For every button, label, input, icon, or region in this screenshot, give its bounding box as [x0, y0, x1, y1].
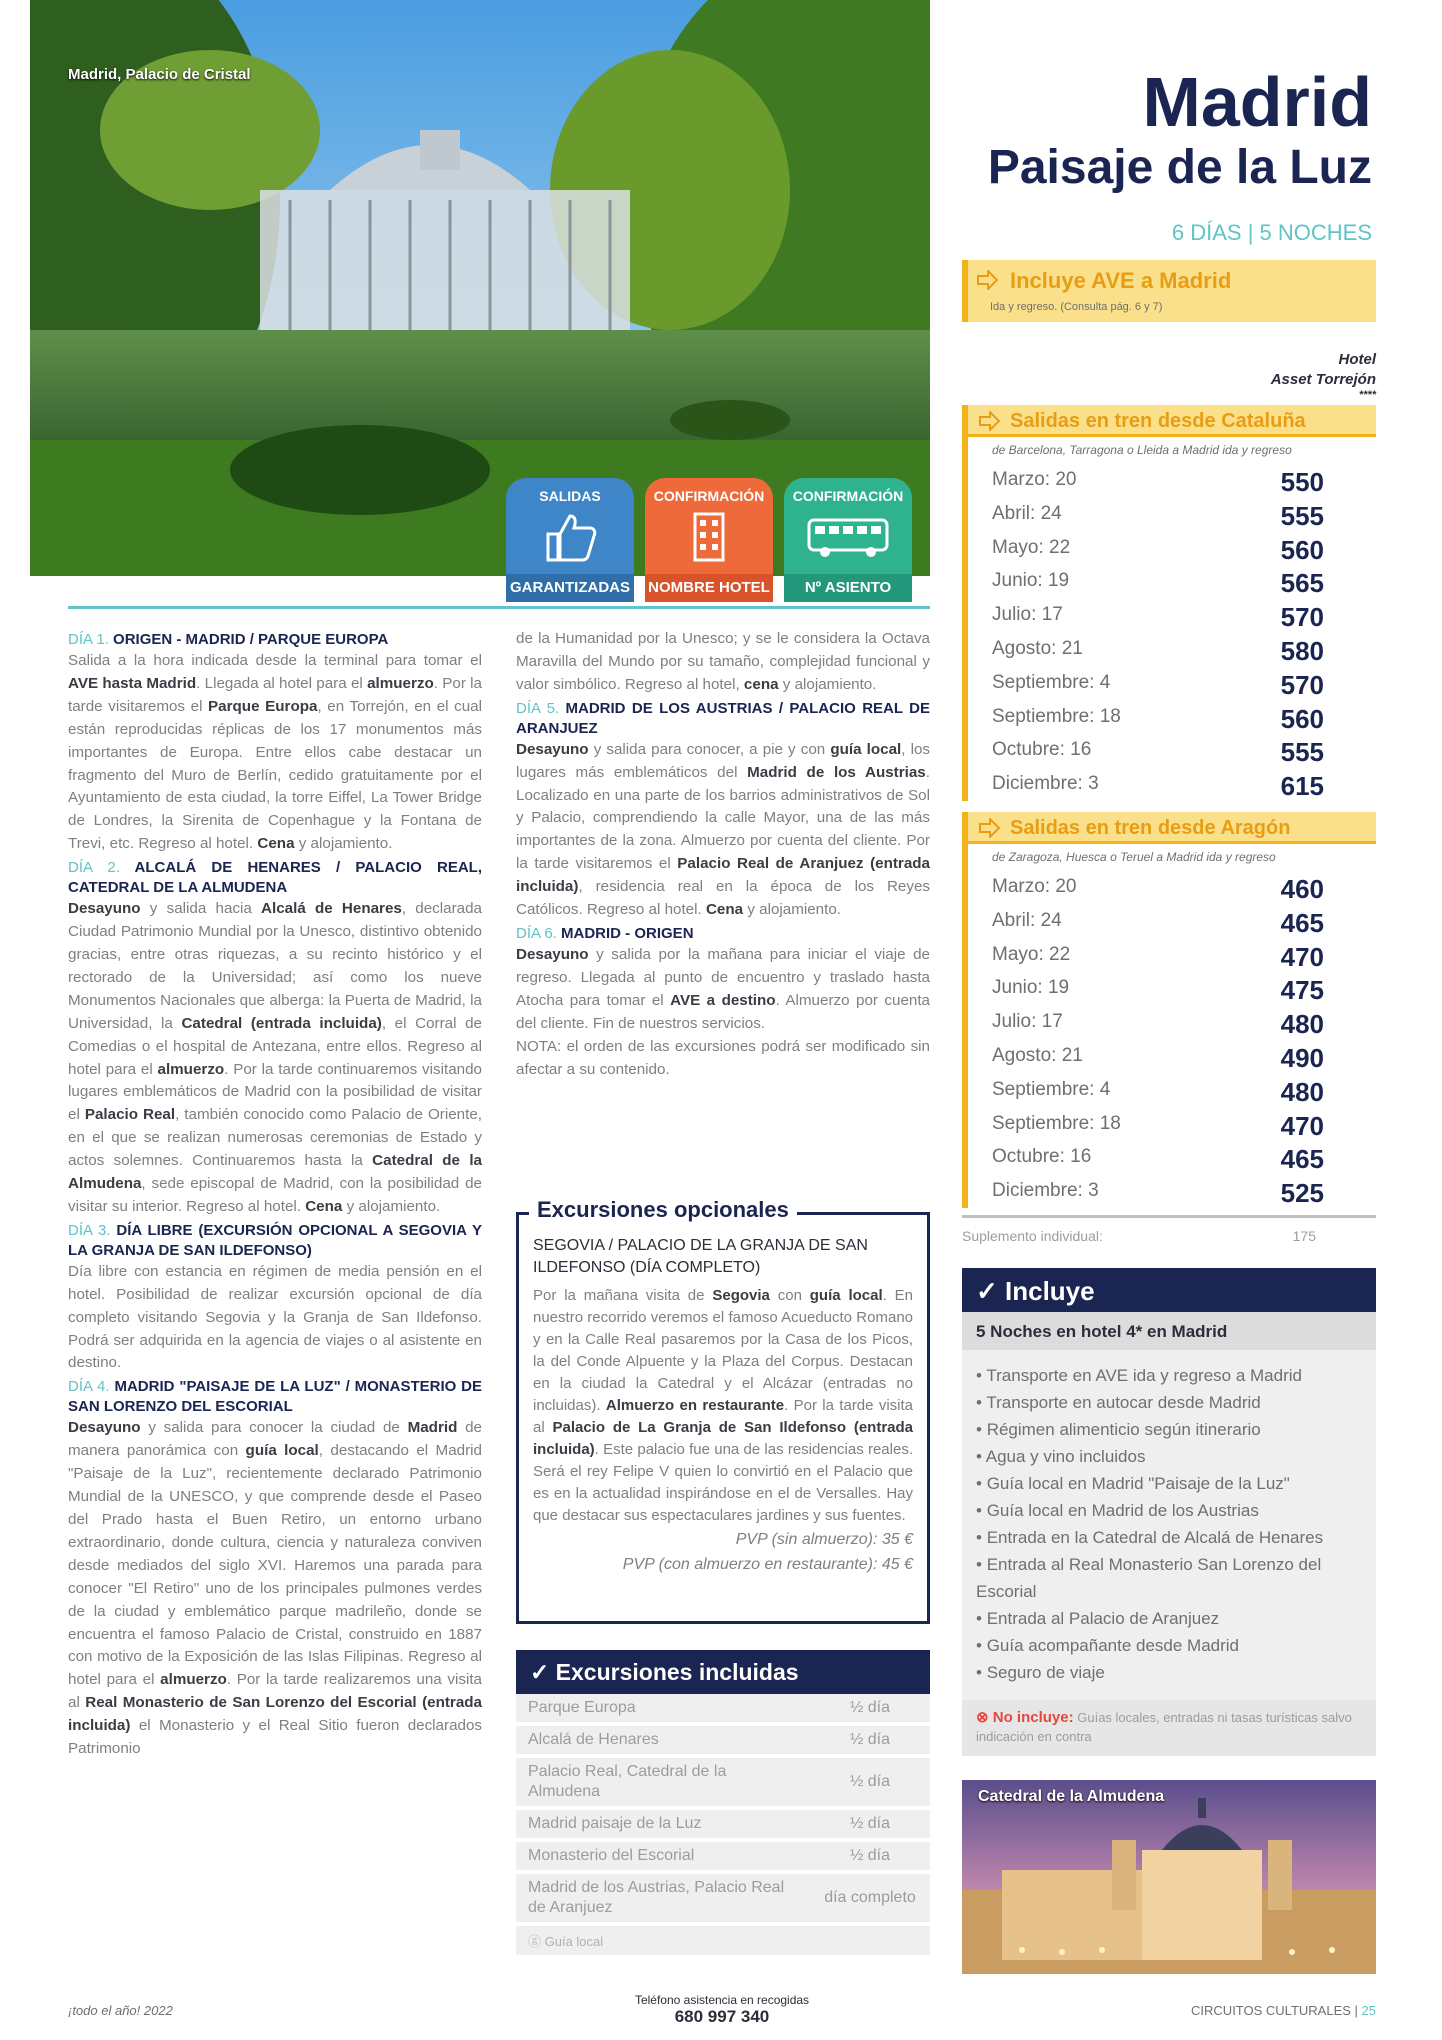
day-4-heading: DÍA 4. MADRID "PAISAJE DE LA LUZ" / MONASTERIO DE SAN LORENZO DEL ESCORIAL — [68, 1378, 482, 1416]
price-row — [968, 1005, 1376, 1039]
incluye-item: • Entrada en la Catedral de Alcalá de Henares — [976, 1524, 1362, 1551]
price: 525 — [1280, 1178, 1324, 1209]
price: 550 — [1280, 467, 1324, 497]
page-number: 25 — [1361, 2003, 1376, 2018]
excursiones-opcionales — [516, 1197, 930, 1624]
excursion-duration: día completo — [810, 1872, 930, 1924]
price-row — [968, 632, 1376, 666]
price: 570 — [1280, 669, 1324, 700]
arrow-icon — [978, 818, 1000, 838]
incluidas-footnote: ⓖ Guía local — [516, 1926, 930, 1955]
phone-label: Teléfono asistencia en recogidas — [634, 1993, 810, 2007]
building-icon — [679, 510, 739, 564]
day-5-heading: DÍA 5. MADRID DE LOS AUSTRIAS / PALACIO REAL DE ARANJUEZ — [516, 699, 930, 737]
footer-phone — [612, 1993, 832, 2027]
incluye-item: • Agua y vino incluidos — [976, 1443, 1362, 1470]
departure-date: Septiembre: 4 — [992, 671, 1111, 693]
opcionales-title: Excursiones opcionales — [529, 1197, 797, 1223]
page-title: Madrid — [1142, 63, 1372, 141]
itinerary-col-1 — [68, 628, 482, 1761]
departure-date: Agosto: 21 — [992, 1044, 1083, 1066]
hero-caption: Madrid, Palacio de Cristal — [68, 66, 251, 83]
price-row — [968, 564, 1376, 598]
price: 555 — [1280, 500, 1324, 531]
price: 465 — [1280, 1144, 1324, 1175]
price-row — [968, 1073, 1376, 1107]
departure-date: Octubre: 16 — [992, 1146, 1092, 1168]
excursion-duration: ½ día — [810, 1840, 930, 1872]
itinerary-col-2 — [516, 628, 930, 1081]
departure-date: Junio: 19 — [992, 570, 1070, 592]
ave-box — [962, 260, 1376, 322]
price-row — [968, 1140, 1376, 1174]
excursion-name: Parque Europa — [516, 1694, 810, 1724]
departure-date: Julio: 17 — [992, 1011, 1063, 1033]
divider — [68, 606, 930, 609]
suplemento — [962, 1215, 1376, 1244]
departure-date: Mayo: 22 — [992, 536, 1071, 558]
departure-date: Diciembre: 3 — [992, 1180, 1099, 1202]
ave-note: Ida y regreso. (Consulta pág. 6 y 7) — [990, 301, 1163, 313]
day-4-text-cont: de la Humanidad por la Unesco; y se le considera la Octava Maravilla del Mundo por su tamaño, complejidad funcional y valor simbólico. Regreso al hotel, cena y alojamiento. — [516, 630, 930, 693]
excursion-name: Alcalá de Henares — [516, 1724, 810, 1756]
price: 560 — [1280, 703, 1324, 734]
pvp-con: PVP (con almuerzo en restaurante): 45 € — [622, 1556, 913, 1573]
incluye-item: • Guía local en Madrid de los Austrias — [976, 1497, 1362, 1524]
price: 615 — [1280, 771, 1324, 802]
day-2-text: Desayuno y salida hacia Alcalá de Henares, declarada Ciudad Patrimonio Mundial por la Unesco, distintivo obtenido gracias, entre otras riquezas, a su recinto histórico y el rectorado de la Universidad; así como los nueve Monumentos Nacionales que alberga: la Puerta de Madrid, la Universidad, la Catedral (entrada incluida), el Corral de Comedias o el hospital de Antezana, entre ellos. Regreso al hotel para el almuerzo. Por la tarde continuaremos visitando lugares emblemáticos de Madrid con la posibilidad de visitar el Palacio Real, también conocido como Palacio de Oriente, en el que se realizan numerosas ceremonias de Estado y actos solemnes. Continuaremos hasta la Catedral de la Almudena, sede episcopal de Madrid, con la posibilidad de visitar su interior. Regreso al hotel. Cena y alojamiento. — [68, 900, 482, 1215]
section-sub: de Zaragoza, Huesca o Teruel a Madrid ida y regreso — [962, 844, 1376, 870]
price: 560 — [1280, 534, 1324, 565]
price-row — [968, 971, 1376, 1005]
price: 460 — [1280, 874, 1324, 904]
day-1-heading: DÍA 1. ORIGEN - MADRID / PARQUE EUROPA — [68, 631, 389, 648]
day-5-text: Desayuno y salida para conocer, a pie y con guía local, los lugares más emblemáticos del Madrid de los Austrias. Localizado en una parte de los barrios administrativos de Sol y Palacio, comprendiendo la calle Mayor, una de las más importantes de la zona. Almuerzo por cuenta del cliente. Por la tarde visitaremos el Palacio Real de Aranjuez (entrada incluida), residencia real en la época de los Reyes Católicos. Regreso al hotel. Cena y alojamiento. — [516, 740, 930, 919]
price-row — [968, 1174, 1376, 1208]
price: 480 — [1280, 1009, 1324, 1040]
incluye-title: ✓ Incluye — [962, 1268, 1376, 1312]
x-circle-icon: ⊗ — [976, 1709, 993, 1726]
departure-date: Mayo: 22 — [992, 943, 1071, 965]
section-title: Salidas en tren desde Cataluña — [1010, 410, 1306, 432]
footnote-text: Guía local — [544, 1934, 604, 1949]
excursion-name: Palacio Real, Catedral de la Almudena — [516, 1756, 810, 1808]
excursion-name: Madrid paisaje de la Luz — [516, 1808, 810, 1840]
suplemento-value: 175 — [1292, 1228, 1316, 1244]
departure-date: Septiembre: 18 — [992, 1112, 1121, 1134]
table-row — [516, 1872, 930, 1924]
badge-top: SALIDAS — [539, 488, 601, 504]
footer-brand: ¡todo el año! 2022 — [68, 2003, 173, 2018]
pvp-sin: PVP (sin almuerzo): 35 € — [735, 1531, 913, 1548]
departure-date: Diciembre: 3 — [992, 773, 1099, 795]
catedral-caption: Catedral de la Almudena — [978, 1788, 1165, 1805]
price: 555 — [1280, 737, 1324, 768]
price: 480 — [1280, 1076, 1324, 1107]
departure-date: Septiembre: 4 — [992, 1078, 1111, 1100]
opcionales-trip: SEGOVIA / PALACIO DE LA GRANJA DE SAN ILDEFONSO (DÍA COMPLETO) — [533, 1237, 868, 1276]
hotel-stars: **** — [1358, 389, 1376, 401]
price-row — [968, 733, 1376, 767]
table-row — [516, 1694, 930, 1724]
section-name: CIRCUITOS CULTURALES — [1191, 2003, 1351, 2018]
badge-top: CONFIRMACIÓN — [653, 488, 765, 504]
duration: 6 DÍAS | 5 NOCHES — [1171, 220, 1372, 245]
bus-icon — [803, 510, 893, 564]
departure-date: Octubre: 16 — [992, 739, 1092, 761]
ave-title: Incluye AVE a Madrid — [1010, 268, 1232, 293]
hotel-name — [1271, 350, 1376, 400]
suplemento-label: Suplemento individual: — [962, 1228, 1103, 1244]
departure-date: Junio: 19 — [992, 977, 1070, 999]
day-4-text: Desayuno y salida para conocer la ciudad de Madrid de manera panorámica con guía local, destacando el Madrid "Paisaje de la Luz", recientemente declarado Patrimonio Mundial de la UNESCO, y que comprende desde el Paseo del Prado hasta el Buen Retiro, un entorno urbano extraordinario, donde cultura, ciencia y naturaleza conviven desde mediados del siglo XVI. Haremos una parada para conocer "El Retiro" uno de los principales pulmones verdes de la ciudad y emblemático parque madrileño, donde se encuentra el famoso Palacio de Cristal, construido en 1887 con motivo de la Exposición de las Islas Filipinas. Regreso al hotel para el almuerzo. Por la tarde realizaremos una visita al Real Monasterio de San Lorenzo del Escorial (entrada incluida) el Monasterio y el Real Sitio fueron declarados Patrimonio — [68, 1419, 482, 1758]
incluye-item: • Guía acompañante desde Madrid — [976, 1632, 1362, 1659]
excursion-duration: ½ día — [810, 1694, 930, 1724]
excursion-name: Monasterio del Escorial — [516, 1840, 810, 1872]
badge-bottom: NOMBRE HOTEL — [645, 574, 773, 602]
hotel-title: Asset Torrejón — [1270, 371, 1376, 388]
departure-date: Julio: 17 — [992, 604, 1063, 626]
incluye-item: • Régimen alimenticio según itinerario — [976, 1416, 1362, 1443]
price-row — [968, 938, 1376, 972]
no-incluye-title: No incluye: — [992, 1709, 1074, 1726]
footer-section: CIRCUITOS CULTURALES | 25 — [1191, 2003, 1376, 2018]
badge-bottom: Nº ASIENTO — [784, 574, 912, 602]
page-subtitle: Paisaje de la Luz — [987, 141, 1372, 194]
excursion-name: Madrid de los Austrias, Palacio Real de Aranjuez — [516, 1872, 810, 1924]
incluye-item: • Transporte en autocar desde Madrid — [976, 1389, 1362, 1416]
badge-hotel — [645, 478, 773, 602]
incluye-item: • Entrada al Real Monasterio San Lorenzo del Escorial — [976, 1551, 1362, 1605]
hotel-label: Hotel — [1338, 351, 1376, 368]
price-row — [968, 497, 1376, 531]
price: 570 — [1280, 602, 1324, 633]
section-sub: de Barcelona, Tarragona o Lleida a Madrid ida y regreso — [962, 437, 1376, 463]
departure-date: Abril: 24 — [992, 909, 1062, 931]
incluye-item: • Guía local en Madrid "Paisaje de la Luz" — [976, 1470, 1362, 1497]
price-row — [968, 531, 1376, 565]
section-title: Salidas en tren desde Aragón — [1010, 817, 1291, 839]
table-row — [516, 1808, 930, 1840]
departure-date: Marzo: 20 — [992, 876, 1077, 897]
table-row — [516, 1756, 930, 1808]
price-row — [968, 1039, 1376, 1073]
price-row — [968, 1107, 1376, 1141]
price-row — [968, 870, 1376, 904]
price-row — [968, 700, 1376, 734]
nota: NOTA: el orden de las excursiones podrá ser modificado sin afectar a su contenido. — [516, 1037, 930, 1078]
price-row — [968, 463, 1376, 497]
phone-number: 680 997 340 — [674, 2007, 770, 2026]
incluye-list — [962, 1350, 1376, 1686]
prices-aragon — [962, 812, 1376, 1208]
day-1-text: Salida a la hora indicada desde la terminal para tomar el AVE hasta Madrid. Llegada al hotel para el almuerzo. Por la tarde visitaremos el Parque Europa, en Torrejón, en el cual están reproducidas réplicas de los 17 monumentos más importantes de Europa. Entre ellos cabe destacar un fragmento del Muro de Berlín, cedido gratuitamente por el Ayuntamiento de esta ciudad, la torre Eiffel, La Tower Bridge de Londres, la Sirenita de Copenhague y la Fontana de Trevi, etc. Regreso al hotel. Cena y alojamiento. — [68, 652, 482, 853]
price: 565 — [1280, 568, 1324, 599]
incluye-box — [962, 1268, 1376, 1736]
thumbs-up-icon — [540, 510, 600, 564]
price: 475 — [1280, 975, 1324, 1006]
excursion-duration: ½ día — [810, 1808, 930, 1840]
incluye-item: • Transporte en AVE ida y regreso a Madrid — [976, 1362, 1362, 1389]
opcionales-text: Por la mañana visita de Segovia con guía local. En nuestro recorrido veremos el famoso Acueducto Romano y en la Calle Real pasaremos por la Casa de los Picos, la del Conde Alpuente y la Plaza del Corpus. Destacan en la ciudad la Catedral y el Alcázar (entradas no incluidas). Almuerzo en restaurante. Por la tarde visita al Palacio de La Granja de San Ildefonso (entrada incluida). Este palacio fue una de las residencias reales. Será el rey Felipe V quien lo convirtió en el Palacio que es en la actualidad inspirándose en el de Versalles. Hay que destacar sus espectaculares jardines y sus fuentes. PVP (sin almuerzo): 35 € PVP (con almuerzo en restaurante): 45 € — [533, 1285, 913, 1577]
badge-top: CONFIRMACIÓN — [792, 488, 904, 504]
incluidas-title: ✓ Excursiones incluidas — [516, 1650, 930, 1694]
price: 470 — [1280, 941, 1324, 972]
day-3-text: Día libre con estancia en régimen de media pensión en el hotel. Posibilidad de realizar excursión opcional de día completo visitando Segovia y la Granja de San Ildefonso. Podrá ser adquirida en la agencia de viajes o al asistente en destino. — [68, 1262, 482, 1372]
catedral-image — [962, 1780, 1376, 1974]
price: 490 — [1280, 1042, 1324, 1073]
excursiones-incluidas — [516, 1650, 930, 1955]
price: 465 — [1280, 907, 1324, 938]
badge-bottom: GARANTIZADAS — [506, 574, 634, 602]
arrow-icon — [978, 411, 1000, 431]
day-6-heading: DÍA 6. MADRID - ORIGEN — [516, 924, 694, 942]
table-row — [516, 1724, 930, 1756]
departure-date: Abril: 24 — [992, 502, 1062, 524]
day-2-heading: DÍA 2. ALCALÁ DE HENARES / PALACIO REAL, CATEDRAL DE LA ALMUDENA — [68, 859, 483, 897]
day-6-text: Desayuno y salida por la mañana para iniciar el viaje de regreso. Llegada al punto de encuentro y traslado hasta Atocha para tomar el AVE a destino. Almuerzo por cuenta del cliente. Fin de nuestros servicios. — [516, 945, 930, 1032]
incluye-item: • Seguro de viaje — [976, 1659, 1362, 1686]
badge-asiento — [784, 478, 912, 602]
day-3-heading: DÍA 3. DÍA LIBRE (EXCURSIÓN OPCIONAL A SEGOVIA Y LA GRANJA DE SAN ILDEFONSO) — [68, 1221, 482, 1259]
departure-date: Marzo: 20 — [992, 469, 1077, 490]
no-incluye — [962, 1700, 1376, 1756]
price-row — [968, 767, 1376, 801]
prices-cataluna — [962, 405, 1376, 801]
no-incluye-text: Guías locales, entradas ni tasas turísticas salvo indicación en contra — [976, 1710, 1352, 1744]
excursion-duration: ½ día — [810, 1756, 930, 1808]
excursion-duration: ½ día — [810, 1724, 930, 1756]
price: 580 — [1280, 635, 1324, 666]
departure-date: Septiembre: 18 — [992, 705, 1121, 727]
incluye-sub: 5 Noches en hotel 4* en Madrid — [962, 1312, 1376, 1350]
price-row — [968, 666, 1376, 700]
price: 470 — [1280, 1110, 1324, 1141]
badge-salidas — [506, 478, 634, 602]
incluye-item: • Entrada al Palacio de Aranjuez — [976, 1605, 1362, 1632]
arrow-icon — [976, 270, 998, 290]
price-row — [968, 904, 1376, 938]
table-row — [516, 1840, 930, 1872]
price-row — [968, 598, 1376, 632]
departure-date: Agosto: 21 — [992, 637, 1083, 659]
